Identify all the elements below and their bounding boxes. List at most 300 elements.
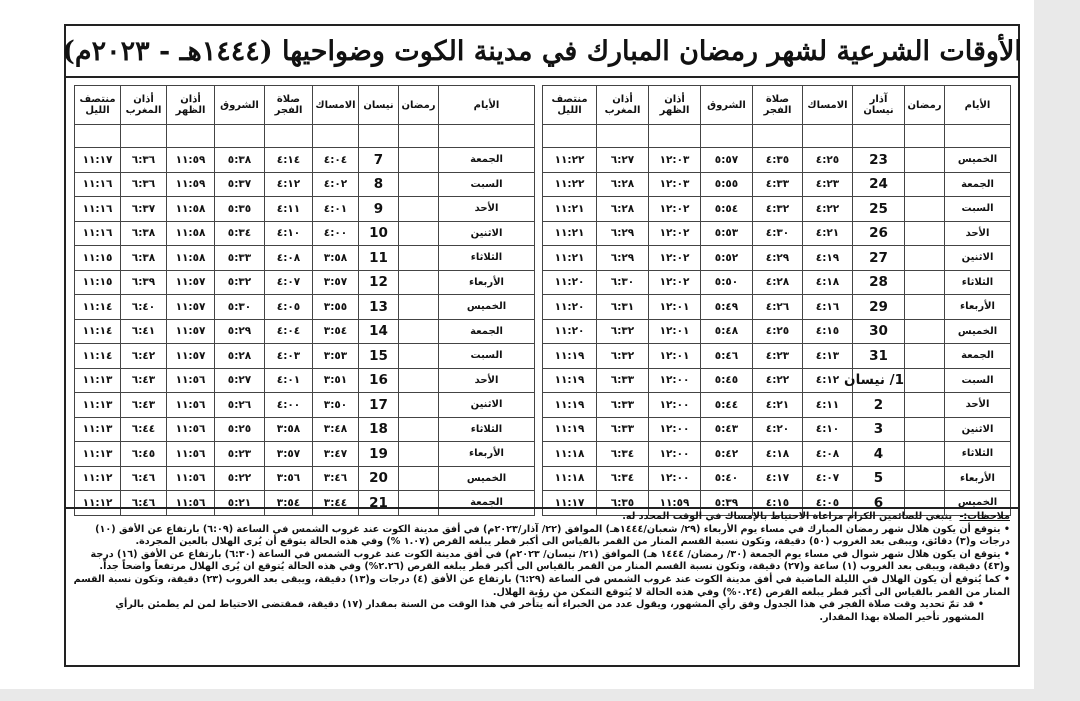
time-cell: ٦:٣٢ xyxy=(597,319,649,344)
table-row xyxy=(75,270,535,295)
table-row xyxy=(75,197,535,222)
date-cell: 18 xyxy=(359,417,399,442)
time-cell: ١٢:٠٠ xyxy=(649,393,701,418)
day-cell: الجمعة xyxy=(439,319,535,344)
time-cell: ٤:٠٠ xyxy=(265,393,313,418)
empty-cell xyxy=(905,393,945,418)
blank-cell xyxy=(359,125,399,148)
time-cell: ٤:١٧ xyxy=(753,466,803,491)
table-row xyxy=(75,442,535,467)
table-row xyxy=(543,172,1011,197)
time-cell: ٤:٠٤ xyxy=(313,148,359,173)
time-cell: ٤:١٥ xyxy=(753,491,803,516)
column-header: رمضان xyxy=(905,86,945,125)
time-cell: ٥:٤٣ xyxy=(701,417,753,442)
table-row xyxy=(75,466,535,491)
timetable-right-body xyxy=(543,86,1011,516)
day-cell: الأحد xyxy=(439,197,535,222)
time-cell: ٥:٣٧ xyxy=(215,172,265,197)
time-cell: ٤:٠٧ xyxy=(803,466,853,491)
time-cell: ٦:٢٩ xyxy=(597,246,649,271)
day-cell: الخميس xyxy=(945,319,1011,344)
time-cell: ٤:٠٠ xyxy=(313,221,359,246)
blank-row xyxy=(75,125,535,148)
time-cell: ٥:٤٩ xyxy=(701,295,753,320)
date-cell: 20 xyxy=(359,466,399,491)
time-cell: ٤:٣٣ xyxy=(753,172,803,197)
time-cell: ٣:٥٠ xyxy=(313,393,359,418)
time-cell: ٤:١١ xyxy=(803,393,853,418)
blank-cell xyxy=(265,125,313,148)
time-cell: ٦:٣٥ xyxy=(597,491,649,516)
time-cell: ١٢:٠٠ xyxy=(649,417,701,442)
time-cell: ٤:١٦ xyxy=(803,295,853,320)
note-item-1: • يتوقع أن يكون هلال شهر رمضان المبارك في مساء يوم الأربعاء (٢٩/ شعبان/١٤٤٤هـ) الموافق (٢٢/ آذار/٢٠٢٣م) في أفق مدينة الكوت عند غروب الشمس في الساعة (٦:٠٩) بارتفاع عن الأفق (١٠) درجات و(٣) دقائق، ويبقى بعد الغروب (٥٠) دقيقة، وتكون نسبة القسم المنار من القمر بالقياس الى أكبر قطر يبلغه القرص (١.٠٧ %) وفي هذه الحالة يتوقع أن يُرى الهلال بالعين المجردة. xyxy=(95,523,1010,548)
date-cell: 23 xyxy=(853,148,905,173)
day-cell: الاثنين xyxy=(945,417,1011,442)
time-cell: ٤:٢٩ xyxy=(753,246,803,271)
column-header: الامساك xyxy=(803,86,853,125)
table-row xyxy=(75,368,535,393)
time-cell: ٥:٢٣ xyxy=(215,442,265,467)
date-cell: 6 xyxy=(853,491,905,516)
time-cell: ١١:١٣ xyxy=(75,368,121,393)
time-cell: ٥:٣٣ xyxy=(215,246,265,271)
table-row xyxy=(543,246,1011,271)
time-cell: ٣:٥٧ xyxy=(265,442,313,467)
date-cell: 9 xyxy=(359,197,399,222)
time-cell: ٤:٣٥ xyxy=(753,148,803,173)
blank-cell xyxy=(313,125,359,148)
blank-cell xyxy=(543,125,597,148)
time-cell: ١١:١٦ xyxy=(75,197,121,222)
time-cell: ١١:٢١ xyxy=(543,221,597,246)
time-cell: ٤:٠٣ xyxy=(265,344,313,369)
day-cell: الجمعة xyxy=(439,148,535,173)
header-row xyxy=(75,86,535,125)
time-cell: ١١:١٤ xyxy=(75,319,121,344)
table-row xyxy=(75,246,535,271)
time-cell: ٦:٣٨ xyxy=(121,221,167,246)
day-cell: الاثنين xyxy=(439,221,535,246)
column-header: الأيام xyxy=(945,86,1011,125)
day-cell: الجمعة xyxy=(439,491,535,516)
date-cell: 27 xyxy=(853,246,905,271)
time-cell: ٦:٣٤ xyxy=(597,466,649,491)
blank-cell xyxy=(597,125,649,148)
empty-cell xyxy=(399,319,439,344)
date-cell: 26 xyxy=(853,221,905,246)
date-cell: 16 xyxy=(359,368,399,393)
table-row xyxy=(543,319,1011,344)
time-cell: ٤:١٠ xyxy=(265,221,313,246)
time-cell: ١٢:٠٠ xyxy=(649,466,701,491)
table-row xyxy=(543,393,1011,418)
day-cell: السبت xyxy=(439,172,535,197)
blank-cell xyxy=(439,125,535,148)
timetable-sheet xyxy=(64,24,1020,667)
day-cell: الخميس xyxy=(945,491,1011,516)
column-header: الشروق xyxy=(215,86,265,125)
time-cell: ٣:٤٧ xyxy=(313,442,359,467)
time-cell: ٣:٥٣ xyxy=(313,344,359,369)
time-cell: ١١:١٧ xyxy=(75,148,121,173)
date-cell: 4 xyxy=(853,442,905,467)
date-cell: 19 xyxy=(359,442,399,467)
time-cell: ٤:٢٢ xyxy=(803,197,853,222)
date-cell: 21 xyxy=(359,491,399,516)
blank-cell xyxy=(945,125,1011,148)
column-header: الشروق xyxy=(701,86,753,125)
time-cell: ٣:٥٤ xyxy=(265,491,313,516)
time-cell: ٦:٢٩ xyxy=(597,221,649,246)
time-cell: ٤:٠٧ xyxy=(265,270,313,295)
time-cell: ٤:٣٢ xyxy=(753,197,803,222)
time-cell: ١١:٥٨ xyxy=(167,197,215,222)
time-cell: ٤:٠٢ xyxy=(313,172,359,197)
day-cell: السبت xyxy=(439,344,535,369)
column-header: أذان المغرب xyxy=(121,86,167,125)
table-row xyxy=(543,270,1011,295)
blank-cell xyxy=(167,125,215,148)
time-cell: ١١:٥٧ xyxy=(167,270,215,295)
notes-section xyxy=(72,511,1010,624)
table-row xyxy=(543,197,1011,222)
empty-cell xyxy=(905,466,945,491)
empty-cell xyxy=(905,442,945,467)
time-cell: ٣:٥٤ xyxy=(313,319,359,344)
empty-cell xyxy=(905,319,945,344)
table-row xyxy=(75,148,535,173)
time-cell: ٤:١٨ xyxy=(803,270,853,295)
time-cell: ١٢:٠٢ xyxy=(649,221,701,246)
time-cell: ٥:٥٠ xyxy=(701,270,753,295)
empty-cell xyxy=(399,295,439,320)
table-row xyxy=(75,417,535,442)
time-cell: ٦:٢٧ xyxy=(597,148,649,173)
time-cell: ٦:٤٦ xyxy=(121,491,167,516)
day-cell: الثلاثاء xyxy=(945,442,1011,467)
time-cell: ١١:٢٠ xyxy=(543,270,597,295)
time-cell: ٦:٣٦ xyxy=(121,172,167,197)
date-cell: 14 xyxy=(359,319,399,344)
time-cell: ٣:٥٥ xyxy=(313,295,359,320)
photo-edge-bottom xyxy=(0,689,1080,701)
time-cell: ١١:٥٩ xyxy=(167,172,215,197)
empty-cell xyxy=(905,270,945,295)
time-cell: ١١:١٣ xyxy=(75,393,121,418)
table-row xyxy=(75,172,535,197)
day-cell: الاثنين xyxy=(945,246,1011,271)
time-cell: ١٢:٠٢ xyxy=(649,246,701,271)
column-header: صلاة الفجر xyxy=(753,86,803,125)
time-cell: ٤:١٩ xyxy=(803,246,853,271)
date-cell: 8 xyxy=(359,172,399,197)
time-cell: ٥:٥٢ xyxy=(701,246,753,271)
time-cell: ١١:١٥ xyxy=(75,246,121,271)
table-row xyxy=(543,466,1011,491)
column-header: أذان الظهر xyxy=(649,86,701,125)
time-cell: ٥:٣٩ xyxy=(701,491,753,516)
blank-cell xyxy=(853,125,905,148)
time-cell: ٤:٠٥ xyxy=(265,295,313,320)
day-cell: الأحد xyxy=(439,368,535,393)
time-cell: ٦:٤٣ xyxy=(121,393,167,418)
time-cell: ١١:٢٢ xyxy=(543,148,597,173)
table-row xyxy=(75,295,535,320)
empty-cell xyxy=(905,172,945,197)
time-cell: ١١:٥٦ xyxy=(167,466,215,491)
empty-cell xyxy=(905,295,945,320)
time-cell: ١١:٥٧ xyxy=(167,344,215,369)
date-cell: 24 xyxy=(853,172,905,197)
empty-cell xyxy=(399,442,439,467)
time-cell: ١١:١٦ xyxy=(75,172,121,197)
time-cell: ٣:٤٨ xyxy=(313,417,359,442)
time-cell: ٥:٤٦ xyxy=(701,344,753,369)
time-cell: ١١:٥٨ xyxy=(167,221,215,246)
time-cell: ٤:٣٠ xyxy=(753,221,803,246)
time-cell: ٥:٢٦ xyxy=(215,393,265,418)
date-cell: 2 xyxy=(853,393,905,418)
empty-cell xyxy=(905,148,945,173)
time-cell: ٥:٤٨ xyxy=(701,319,753,344)
table-row xyxy=(543,221,1011,246)
note-item-2: • يتوقع ان يكون هلال شهر شوال في مساء يوم الجمعة (٣٠/ رمضان/ ١٤٤٤ هـ) الموافق (٢١/ نيسان/ ٢٠٢٣م) في أفق مدينة الكوت عند غروب الشمس في الساعة (٦:٣٠) بارتفاع عن الأفق (١٦) درجة و(٤٣) دقيقة، ويبقى بعد الغروب (١) ساعة و(٢٧) دقيقة، وتكون نسبة القسم المنار من القمر بالقياس الى أكبر قطر يبلغه القرص (٢.٢٦%) وفي هذه الحالة يُتوقع ان يُرى الهلال مرتفعاً واضحاً جداً. xyxy=(90,548,1010,573)
day-cell: الأربعاء xyxy=(439,270,535,295)
time-cell: ٤:٢٨ xyxy=(753,270,803,295)
empty-cell xyxy=(399,221,439,246)
day-cell: الأحد xyxy=(945,393,1011,418)
date-cell: 13 xyxy=(359,295,399,320)
time-cell: ٦:٢٨ xyxy=(597,172,649,197)
time-cell: ٣:٥٨ xyxy=(313,246,359,271)
date-cell: 10 xyxy=(359,221,399,246)
column-header: رمضان xyxy=(399,86,439,125)
blank-cell xyxy=(753,125,803,148)
time-cell: ٤:١٢ xyxy=(265,172,313,197)
header-row xyxy=(543,86,1011,125)
table-row xyxy=(543,148,1011,173)
day-cell: السبت xyxy=(945,368,1011,393)
time-cell: ١١:١٨ xyxy=(543,466,597,491)
blank-cell xyxy=(701,125,753,148)
blank-cell xyxy=(75,125,121,148)
day-cell: الخميس xyxy=(439,466,535,491)
empty-cell xyxy=(905,417,945,442)
table-row xyxy=(543,417,1011,442)
time-cell: ١١:٢١ xyxy=(543,197,597,222)
time-cell: ٤:١٨ xyxy=(753,442,803,467)
timetable-left-body xyxy=(75,86,535,516)
time-cell: ٦:٣٠ xyxy=(597,270,649,295)
column-header: نيسان xyxy=(359,86,399,125)
time-cell: ١١:٥٦ xyxy=(167,417,215,442)
day-cell: الأربعاء xyxy=(945,466,1011,491)
time-cell: ١٢:٠٢ xyxy=(649,197,701,222)
time-cell: ١٢:٠٠ xyxy=(649,442,701,467)
date-cell: 5 xyxy=(853,466,905,491)
empty-cell xyxy=(399,466,439,491)
time-cell: ٤:٢٣ xyxy=(803,172,853,197)
time-cell: ١١:١٨ xyxy=(543,442,597,467)
time-cell: ٤:٠٨ xyxy=(265,246,313,271)
time-cell: ٤:٢١ xyxy=(803,221,853,246)
time-cell: ٤:٢١ xyxy=(753,393,803,418)
time-cell: ١١:١٩ xyxy=(543,344,597,369)
time-cell: ١١:١٥ xyxy=(75,270,121,295)
date-cell: 28 xyxy=(853,270,905,295)
day-cell: الخميس xyxy=(945,148,1011,173)
time-cell: ٤:٢٠ xyxy=(753,417,803,442)
time-cell: ٦:٤٠ xyxy=(121,295,167,320)
empty-cell xyxy=(905,344,945,369)
time-cell: ٤:٠١ xyxy=(313,197,359,222)
column-header: منتصف الليل xyxy=(75,86,121,125)
time-cell: ١١:١٤ xyxy=(75,344,121,369)
time-cell: ١١:٥٦ xyxy=(167,491,215,516)
time-cell: ١١:٥٨ xyxy=(167,246,215,271)
time-cell: ٥:٢٥ xyxy=(215,417,265,442)
time-cell: ١١:١٣ xyxy=(75,417,121,442)
blank-cell xyxy=(649,125,701,148)
time-cell: ٦:٣٣ xyxy=(597,393,649,418)
time-cell: ٤:٢٣ xyxy=(753,344,803,369)
table-row xyxy=(75,221,535,246)
empty-cell xyxy=(905,368,945,393)
table-row xyxy=(543,368,1011,393)
time-cell: ٤:١٥ xyxy=(803,319,853,344)
column-header: منتصف الليل xyxy=(543,86,597,125)
time-cell: ٥:٣٥ xyxy=(215,197,265,222)
day-cell: الثلاثاء xyxy=(439,246,535,271)
time-cell: ١٢:٠٣ xyxy=(649,172,701,197)
time-cell: ١١:١٢ xyxy=(75,491,121,516)
time-cell: ٣:٥٨ xyxy=(265,417,313,442)
date-cell: 3 xyxy=(853,417,905,442)
time-cell: ٣:٥١ xyxy=(313,368,359,393)
time-cell: ٦:٣٧ xyxy=(121,197,167,222)
time-cell: ١١:٢١ xyxy=(543,246,597,271)
time-cell: ٤:٠١ xyxy=(265,368,313,393)
time-cell: ١١:٥٧ xyxy=(167,295,215,320)
column-header: صلاة الفجر xyxy=(265,86,313,125)
time-cell: ١١:٥٧ xyxy=(167,319,215,344)
time-cell: ٥:٤٢ xyxy=(701,442,753,467)
time-cell: ٣:٥٦ xyxy=(265,466,313,491)
time-cell: ١١:١٩ xyxy=(543,368,597,393)
day-cell: الثلاثاء xyxy=(945,270,1011,295)
time-cell: ١١:١٢ xyxy=(75,466,121,491)
date-cell: 31 xyxy=(853,344,905,369)
time-cell: ٦:٣١ xyxy=(597,295,649,320)
time-cell: ٦:٤٣ xyxy=(121,368,167,393)
empty-cell xyxy=(399,246,439,271)
blank-cell xyxy=(905,125,945,148)
time-cell: ٣:٥٧ xyxy=(313,270,359,295)
time-cell: ٥:٣٤ xyxy=(215,221,265,246)
page-title: الأوقات الشرعية لشهر رمضان المبارك في مدينة الكوت وضواحيها (١٤٤٤هـ - ٢٠٢٣م) xyxy=(66,26,1018,78)
time-cell: ٥:٣٨ xyxy=(215,148,265,173)
column-header: أذان الظهر xyxy=(167,86,215,125)
time-cell: ٥:٤٠ xyxy=(701,466,753,491)
time-cell: ٦:٣٣ xyxy=(597,368,649,393)
time-cell: ٦:٤٢ xyxy=(121,344,167,369)
time-cell: ٥:٥٤ xyxy=(701,197,753,222)
date-cell: 12 xyxy=(359,270,399,295)
time-cell: ٥:٢٩ xyxy=(215,319,265,344)
photo-edge-right xyxy=(1034,0,1080,701)
column-header: الامساك xyxy=(313,86,359,125)
table-row xyxy=(543,295,1011,320)
time-cell: ٦:٣٦ xyxy=(121,148,167,173)
notes-intro xyxy=(72,511,1010,524)
time-cell: ٤:٢٥ xyxy=(753,319,803,344)
time-cell: ٦:٣٣ xyxy=(597,417,649,442)
date-cell: 15 xyxy=(359,344,399,369)
empty-cell xyxy=(905,197,945,222)
time-cell: ٤:٢٥ xyxy=(803,148,853,173)
time-cell: ٥:٣٠ xyxy=(215,295,265,320)
time-cell: ٦:٤١ xyxy=(121,319,167,344)
date-cell: 1/ نيسان xyxy=(853,368,905,393)
time-cell: ٤:٢٢ xyxy=(753,368,803,393)
time-cell: ٤:١٤ xyxy=(265,148,313,173)
time-cell: ١١:٥٦ xyxy=(167,393,215,418)
blank-cell xyxy=(215,125,265,148)
time-cell: ٥:٢٨ xyxy=(215,344,265,369)
time-cell: ٦:٤٥ xyxy=(121,442,167,467)
note-item-4: • قد تمّ تحديد وقت صلاة الفجر في هذا الجدول وفق رأي المشهور، ويقول عدد من الخبراء أنه يتأخر في هذا الوقت من السنة بمقدار (١٧) دقيقة، فمقتضى الاحتياط لمن لم يطمئن بالرأي المشهور تأخير الصلاة بهذا المقدار. xyxy=(115,599,984,623)
date-cell: 30 xyxy=(853,319,905,344)
date-cell: 11 xyxy=(359,246,399,271)
table-row xyxy=(75,319,535,344)
day-cell: الجمعة xyxy=(945,344,1011,369)
time-cell: ٤:١٠ xyxy=(803,417,853,442)
time-cell: ٥:٢١ xyxy=(215,491,265,516)
day-cell: الأربعاء xyxy=(439,442,535,467)
time-cell: ١١:٥٩ xyxy=(649,491,701,516)
time-cell: ٣:٤٦ xyxy=(313,466,359,491)
time-cell: ٥:٤٤ xyxy=(701,393,753,418)
time-cell: ١١:١٩ xyxy=(543,393,597,418)
blank-row xyxy=(543,125,1011,148)
day-cell: الأربعاء xyxy=(945,295,1011,320)
time-cell: ٤:٠٥ xyxy=(803,491,853,516)
time-cell: ١٢:٠١ xyxy=(649,319,701,344)
notes-intro-text: ينبغي للصائمين الكرام مراعاة الاحتياط بالإمساك في الوقت المحدد له. xyxy=(622,511,953,522)
empty-cell xyxy=(399,393,439,418)
empty-cell xyxy=(905,221,945,246)
note-item-3: • كما يُتوقع أن يكون الهلال في الليلة الماضية في أفق مدينة الكوت عند غروب الشمس في الساعة (٦:٢٩) بارتفاع عن الأفق (٤) درجات و(١٣) دقيقة، ويبقى بعد الغروب (٢٣) دقيقة، وتكون نسبة القسم المنار من القمر بالقياس الى أكبر قطر يبلغه القرص (٠.٢٤%) وفي هذه الحالة لا يُتوقع التمكن من رؤية الهلال. xyxy=(73,573,1010,598)
empty-cell xyxy=(905,246,945,271)
table-row xyxy=(543,442,1011,467)
notes-heading: ملاحظات:- xyxy=(959,511,1010,522)
time-cell: ٤:١٣ xyxy=(803,344,853,369)
column-header: أذان المغرب xyxy=(597,86,649,125)
time-cell: ٥:٤٥ xyxy=(701,368,753,393)
day-cell: الجمعة xyxy=(945,172,1011,197)
empty-cell xyxy=(399,417,439,442)
time-cell: ١١:٥٩ xyxy=(167,148,215,173)
date-cell: 7 xyxy=(359,148,399,173)
empty-cell xyxy=(399,172,439,197)
date-cell: 29 xyxy=(853,295,905,320)
time-cell: ١٢:٠٢ xyxy=(649,270,701,295)
time-cell: ٦:٣٨ xyxy=(121,246,167,271)
time-cell: ١١:١٦ xyxy=(75,221,121,246)
blank-cell xyxy=(803,125,853,148)
